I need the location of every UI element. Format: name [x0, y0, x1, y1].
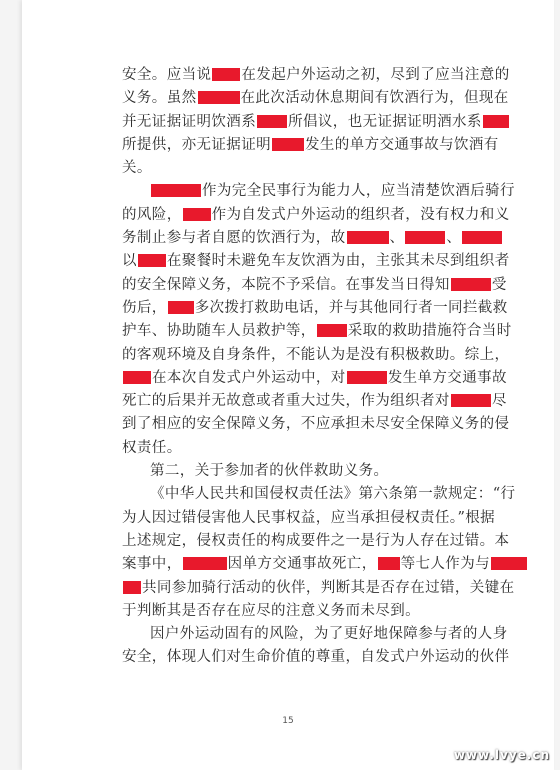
text-segment: 所倡议，也无证据证明酒水系	[288, 113, 482, 130]
redaction-mark	[451, 394, 491, 407]
text-segment: 的安全保障义务，本院不予采信。在事发当日得知	[122, 276, 450, 293]
redaction-mark	[317, 324, 347, 337]
document-sheet	[22, 0, 554, 770]
text-segment: 于判断其是否存在应尽的注意义务而未尽到。	[122, 602, 420, 619]
site-watermark: www.lvye.cn	[453, 748, 550, 762]
text-segment: 的客观环境及自身条件，不能认为是没有积极救助。综上，	[122, 346, 510, 363]
page-number: 15	[282, 716, 294, 726]
text-segment: 案事中，	[122, 556, 182, 573]
text-line	[122, 530, 514, 553]
redaction-mark	[272, 138, 304, 151]
text-segment: 伤后，	[122, 299, 167, 316]
text-line	[122, 64, 514, 87]
text-line	[122, 577, 514, 600]
text-segment: 《中华人民共和国侵权责任法》第六条第一款规定：“行	[150, 486, 516, 503]
text-line	[122, 460, 514, 483]
text-segment: 采取的救助措施符合当时	[347, 323, 512, 340]
text-segment: 以	[122, 253, 137, 270]
text-line	[122, 623, 514, 646]
redaction-mark	[198, 91, 240, 104]
text-segment: 作为完全民事行为能力人，应当清楚饮酒后骑行	[202, 183, 515, 200]
text-segment: 等七人作为与	[400, 556, 491, 573]
redaction-mark	[483, 115, 509, 128]
text-segment: 、	[389, 230, 405, 247]
text-segment: 安全。应当说	[122, 67, 212, 83]
text-segment: 发生单方交通事故	[387, 369, 507, 386]
judgment-body-text	[122, 64, 514, 670]
text-segment: 的风险，	[122, 206, 182, 223]
text-segment: 在本次自发式户外运动中，对	[152, 369, 346, 386]
redaction-mark	[257, 115, 287, 128]
redaction-mark	[123, 371, 151, 384]
text-line	[122, 600, 514, 623]
text-segment: 护车、协助随车人员救护等，	[122, 323, 316, 340]
text-line	[122, 204, 514, 227]
text-line	[122, 367, 514, 390]
text-line	[122, 413, 514, 436]
text-segment: 为人因过错侵害他人民事权益，应当承担侵权责任。”根据	[122, 509, 496, 526]
text-segment: 义务。虽然	[122, 90, 197, 107]
text-line	[122, 646, 514, 669]
text-line	[122, 297, 514, 320]
text-line	[122, 157, 514, 180]
text-segment: 安全，体现人们对生命价值的尊重，自发式户外运动的伙伴	[122, 649, 510, 666]
text-segment: 因单方交通事故死亡，	[227, 556, 377, 573]
redaction-mark	[123, 581, 141, 594]
redaction-mark	[168, 301, 194, 314]
text-line	[122, 553, 514, 576]
text-line	[122, 274, 514, 297]
text-segment: 因户外运动固有的风险，为了更好地保障参与者的人身	[150, 626, 508, 643]
text-segment: 关。	[122, 160, 152, 177]
redaction-mark	[451, 278, 491, 291]
text-line	[122, 227, 514, 250]
redaction-mark	[491, 557, 527, 570]
text-segment: 务制止参与者自愿的饮酒行为，故	[122, 230, 346, 247]
text-segment: 到了相应的安全保障义务，不应承担未尽安全保障义务的侵	[122, 416, 510, 433]
text-line	[122, 87, 514, 110]
text-segment: 共同参加骑行活动的伙伴，判断其是否存在过错，关键在	[142, 579, 515, 596]
text-line	[122, 507, 514, 530]
text-line	[122, 250, 514, 273]
text-segment: 上述规定，侵权责任的构成要件之一是行为人存在过错。本	[122, 532, 510, 549]
text-segment: 在发起户外运动之初，尽到了应当注意的	[241, 67, 510, 83]
text-segment: 、	[446, 230, 462, 247]
text-line	[122, 134, 514, 157]
text-segment: 发生的单方交通事故与饮酒有	[305, 136, 499, 153]
text-line	[122, 437, 514, 460]
text-segment: 并无证据证明饮酒系	[122, 113, 257, 130]
text-line	[122, 344, 514, 367]
redaction-mark	[347, 231, 389, 244]
text-segment: 所提供，亦无证据证明	[122, 136, 271, 153]
redaction-mark	[347, 371, 387, 384]
text-segment: 在聚餐时未避免车友饮酒为由，主张其未尽到组织者	[166, 253, 510, 270]
redaction-mark	[462, 231, 502, 244]
text-segment: 作为自发式户外运动的组织者，没有权力和义	[211, 206, 510, 223]
redaction-mark	[138, 254, 166, 267]
redaction-mark	[378, 557, 400, 570]
text-line	[122, 390, 514, 413]
text-segment: 多次拨打救助电话，并与其他同行者一同拦截救	[194, 299, 508, 316]
text-line	[122, 111, 514, 134]
redaction-mark	[183, 208, 211, 221]
redaction-mark	[151, 184, 201, 197]
redaction-mark	[212, 68, 240, 81]
text-segment: 权责任。	[122, 439, 182, 456]
text-line	[122, 320, 514, 343]
text-segment: 死亡的后果并无故意或者重大过失，作为组织者对	[122, 393, 450, 410]
redaction-mark	[405, 231, 445, 244]
text-segment: 尽	[491, 393, 507, 410]
text-segment: 第二，关于参加者的伙伴救助义务。	[150, 463, 389, 480]
text-line	[122, 180, 514, 203]
text-line	[122, 483, 514, 506]
text-segment: 在此次活动休息期间有饮酒行为，但现在	[240, 90, 509, 107]
text-segment: 受	[491, 276, 507, 293]
redaction-mark	[183, 557, 227, 570]
